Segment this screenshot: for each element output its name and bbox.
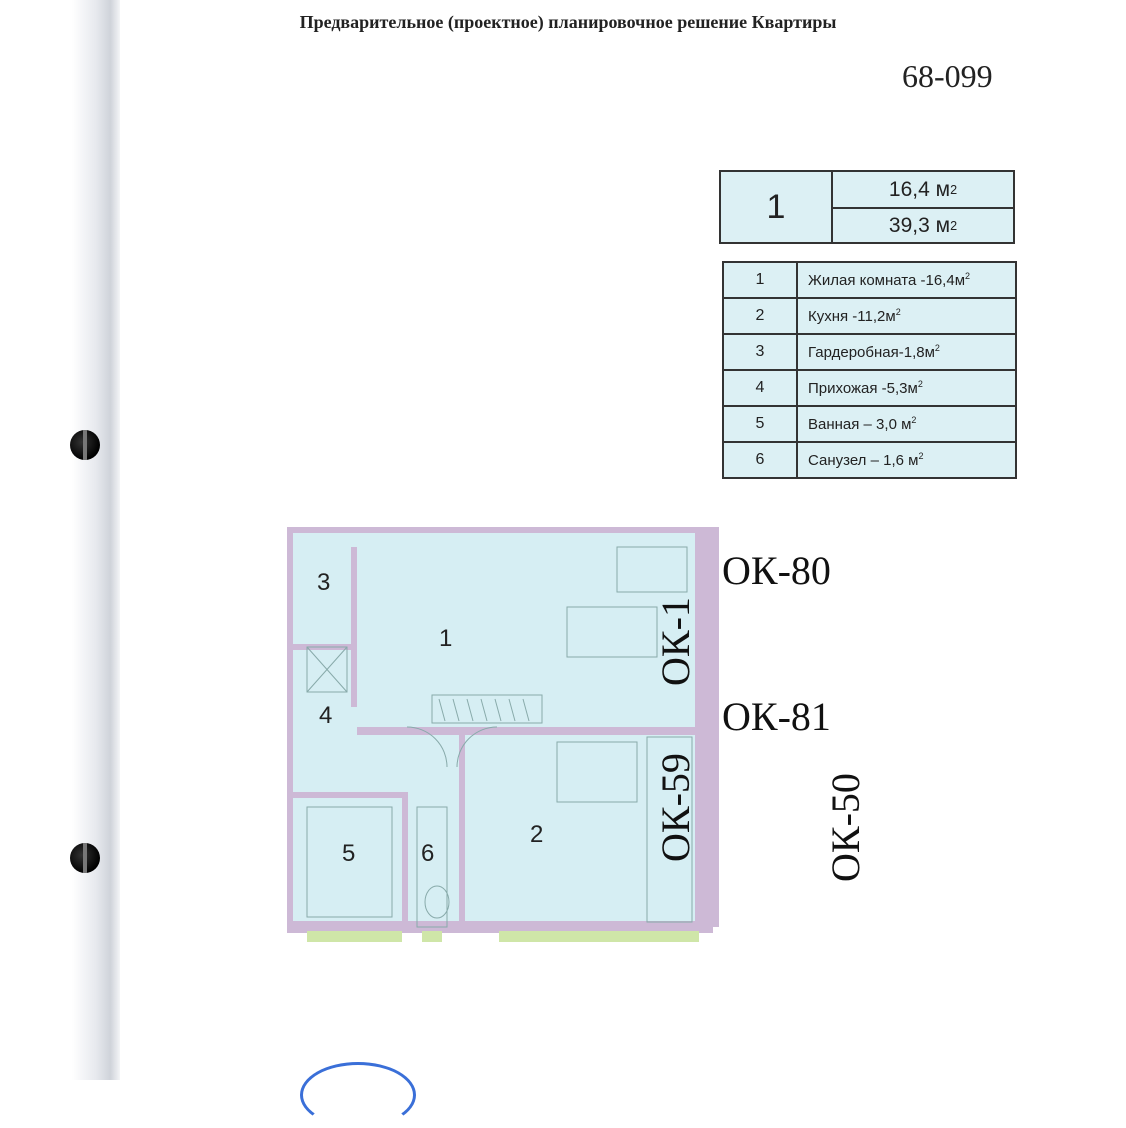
summary-box xyxy=(719,170,1015,244)
summary-total-area: 39,3 м 2 xyxy=(888,213,958,237)
summary-living-area: 16,4 м 2 xyxy=(833,172,1013,209)
summary-room-count: 1 xyxy=(721,172,833,242)
room-number: 3 xyxy=(723,334,797,370)
room-number: 2 xyxy=(723,298,797,334)
document-title: Предварительное (проектное) планировочное решение Квартиры xyxy=(299,12,837,32)
room-number: 6 xyxy=(723,442,797,478)
plan-room-label-4: 4 xyxy=(319,702,333,729)
table-row xyxy=(723,370,1016,406)
room-name: Прихожая $-5,3м^2$ xyxy=(797,370,1016,406)
room-name: Жилая комната $-16,4м^2$ xyxy=(797,262,1016,298)
table-row xyxy=(723,334,1016,370)
window-label-ok81: ОК-81 xyxy=(722,694,831,739)
room-number: 1 xyxy=(723,262,797,298)
room-name: Гардеробная-$1,8м^2$ xyxy=(797,334,1016,370)
plan-room-label-3: 3 xyxy=(317,569,331,596)
floor-plan-drawing xyxy=(287,527,727,942)
rooms-table xyxy=(722,261,1017,479)
room-number: 4 xyxy=(723,370,797,406)
window-label-ok50: ОК-50 xyxy=(823,773,868,882)
floor-plan xyxy=(287,527,727,942)
room-name: Кухня $-11,2м^2$ xyxy=(797,298,1016,334)
binder-hole-top xyxy=(70,430,100,460)
room-name: Ванная – 3,0 $м^2$ xyxy=(797,406,1016,442)
table-row xyxy=(723,406,1016,442)
plan-room-label-5: 5 xyxy=(342,840,356,867)
window-label-ok80: ОК-80 xyxy=(722,548,831,593)
plan-room-label-2: 2 xyxy=(530,821,544,848)
plan-room-label-6: 6 xyxy=(421,840,435,867)
seal-stamp xyxy=(300,1062,416,1128)
table-row xyxy=(723,298,1016,334)
window-label-ok59: ОК-59 xyxy=(653,753,698,862)
window-label-ok1: ОК-1 xyxy=(653,597,698,686)
binder-edge xyxy=(0,0,120,1080)
room-number: 5 xyxy=(723,406,797,442)
plan-room-label-1: 1 xyxy=(439,625,453,652)
binder-hole-bottom xyxy=(70,843,100,873)
table-row xyxy=(723,442,1016,478)
document-number: 68-099 xyxy=(902,58,993,94)
room-name: Санузел – 1,6 $м^2$ xyxy=(797,442,1016,478)
table-row xyxy=(723,262,1016,298)
